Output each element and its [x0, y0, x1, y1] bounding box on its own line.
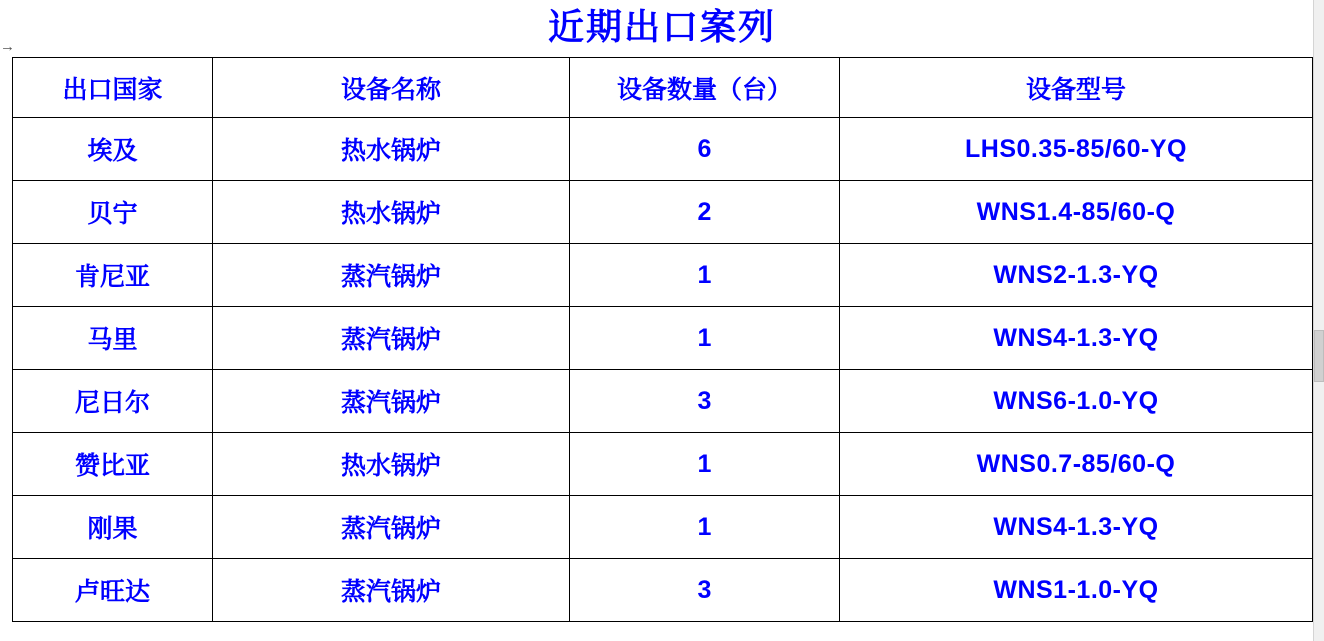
cell-equipment: 蒸汽锅炉 — [213, 559, 570, 622]
column-header-model: 设备型号 — [840, 58, 1313, 118]
table-header-row — [13, 58, 1313, 118]
cell-quantity: 1 — [570, 496, 840, 559]
table-row — [13, 433, 1313, 496]
table-container — [0, 57, 1324, 622]
table-row — [13, 307, 1313, 370]
cell-model: WNS1-1.0-YQ — [840, 559, 1313, 622]
cell-model: WNS0.7-85/60-Q — [840, 433, 1313, 496]
export-cases-table — [12, 57, 1313, 622]
cell-country: 埃及 — [13, 118, 213, 181]
cell-country: 尼日尔 — [13, 370, 213, 433]
cell-model: WNS1.4-85/60-Q — [840, 181, 1313, 244]
table-row — [13, 559, 1313, 622]
cell-model: WNS4-1.3-YQ — [840, 496, 1313, 559]
cell-country: 赞比亚 — [13, 433, 213, 496]
cell-quantity: 6 — [570, 118, 840, 181]
cell-equipment: 热水锅炉 — [213, 433, 570, 496]
table-row — [13, 118, 1313, 181]
cell-quantity: 1 — [570, 433, 840, 496]
cell-country: 刚果 — [13, 496, 213, 559]
column-header-country: 出口国家 — [13, 58, 213, 118]
cell-quantity: 1 — [570, 244, 840, 307]
scrollbar-thumb[interactable] — [1314, 330, 1324, 382]
cell-equipment: 蒸汽锅炉 — [213, 496, 570, 559]
vertical-scrollbar[interactable] — [1313, 0, 1324, 641]
cell-quantity: 3 — [570, 370, 840, 433]
cell-equipment: 蒸汽锅炉 — [213, 244, 570, 307]
cell-country: 卢旺达 — [13, 559, 213, 622]
scroll-right-arrow-icon[interactable]: → — [0, 38, 15, 55]
cell-model: LHS0.35-85/60-YQ — [840, 118, 1313, 181]
cell-country: 肯尼亚 — [13, 244, 213, 307]
cell-quantity: 2 — [570, 181, 840, 244]
table-row — [13, 244, 1313, 307]
column-header-quantity: 设备数量（台） — [570, 58, 840, 118]
page-title: 近期出口案列 — [547, 6, 776, 47]
column-header-equipment: 设备名称 — [213, 58, 570, 118]
table-row — [13, 496, 1313, 559]
cell-equipment: 热水锅炉 — [213, 181, 570, 244]
cell-country: 马里 — [13, 307, 213, 370]
cell-model: WNS2-1.3-YQ — [840, 244, 1313, 307]
table-row — [13, 370, 1313, 433]
cell-quantity: 1 — [570, 307, 840, 370]
cell-model: WNS4-1.3-YQ — [840, 307, 1313, 370]
cell-quantity: 3 — [570, 559, 840, 622]
cell-equipment: 热水锅炉 — [213, 118, 570, 181]
table-row — [13, 181, 1313, 244]
cell-equipment: 蒸汽锅炉 — [213, 370, 570, 433]
cell-model: WNS6-1.0-YQ — [840, 370, 1313, 433]
cell-equipment: 蒸汽锅炉 — [213, 307, 570, 370]
cell-country: 贝宁 — [13, 181, 213, 244]
